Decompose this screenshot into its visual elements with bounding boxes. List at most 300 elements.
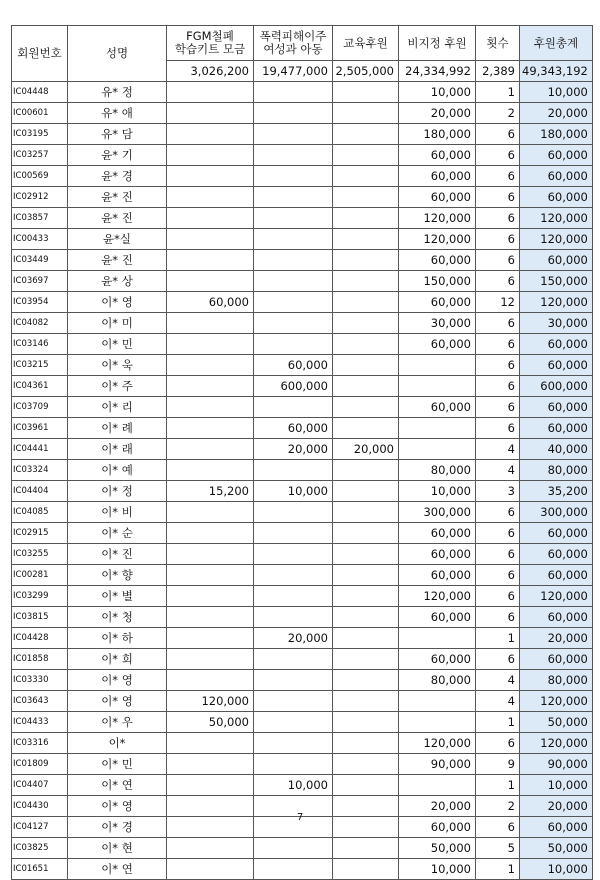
cell-member-id: IC01651	[12, 859, 68, 880]
cell-total: 90,000	[520, 754, 593, 775]
table-row	[12, 586, 593, 607]
cell-irregular: 60,000	[399, 187, 476, 208]
cell-name: 이* 하	[68, 628, 167, 649]
cell-total: 60,000	[520, 355, 593, 376]
cell-count: 6	[476, 271, 520, 292]
total-irregular: 24,334,992	[399, 61, 476, 82]
cell-violence	[254, 733, 333, 754]
cell-fgm	[167, 166, 254, 187]
total-violence: 19,477,000	[254, 61, 333, 82]
cell-member-id: IC00601	[12, 103, 68, 124]
cell-count: 6	[476, 250, 520, 271]
cell-fgm	[167, 418, 254, 439]
cell-total: 40,000	[520, 439, 593, 460]
cell-education	[333, 271, 399, 292]
cell-education	[333, 712, 399, 733]
cell-name: 이* 정	[68, 481, 167, 502]
cell-irregular: 60,000	[399, 334, 476, 355]
table-row	[12, 124, 593, 145]
table-row	[12, 376, 593, 397]
cell-member-id: IC04433	[12, 712, 68, 733]
cell-violence: 10,000	[254, 481, 333, 502]
cell-education	[333, 691, 399, 712]
cell-count: 4	[476, 670, 520, 691]
cell-total: 60,000	[520, 397, 593, 418]
cell-education	[333, 334, 399, 355]
cell-education	[333, 628, 399, 649]
cell-count: 6	[476, 208, 520, 229]
cell-count: 3	[476, 481, 520, 502]
cell-education	[333, 313, 399, 334]
cell-count: 6	[476, 229, 520, 250]
table-row	[12, 733, 593, 754]
cell-count: 6	[476, 334, 520, 355]
cell-irregular	[399, 376, 476, 397]
cell-irregular	[399, 691, 476, 712]
cell-education	[333, 124, 399, 145]
cell-fgm: 50,000	[167, 712, 254, 733]
cell-total: 10,000	[520, 859, 593, 880]
cell-irregular	[399, 712, 476, 733]
cell-education	[333, 670, 399, 691]
cell-member-id: IC02915	[12, 523, 68, 544]
cell-name: 이* 민	[68, 754, 167, 775]
cell-member-id: IC04441	[12, 439, 68, 460]
cell-irregular: 120,000	[399, 586, 476, 607]
cell-violence	[254, 691, 333, 712]
cell-member-id: IC00433	[12, 229, 68, 250]
cell-total: 60,000	[520, 334, 593, 355]
cell-total: 80,000	[520, 460, 593, 481]
table-row	[12, 460, 593, 481]
cell-total: 60,000	[520, 523, 593, 544]
cell-total: 20,000	[520, 796, 593, 817]
cell-fgm	[167, 439, 254, 460]
table-row	[12, 418, 593, 439]
cell-member-id: IC00281	[12, 565, 68, 586]
cell-total: 60,000	[520, 250, 593, 271]
cell-member-id: IC04127	[12, 817, 68, 838]
cell-count: 6	[476, 544, 520, 565]
cell-member-id: IC03330	[12, 670, 68, 691]
cell-fgm	[167, 586, 254, 607]
table-row	[12, 166, 593, 187]
table-row	[12, 208, 593, 229]
cell-violence	[254, 838, 333, 859]
cell-member-id: IC04361	[12, 376, 68, 397]
cell-total: 60,000	[520, 166, 593, 187]
cell-violence	[254, 649, 333, 670]
cell-violence	[254, 607, 333, 628]
cell-name: 이* 진	[68, 544, 167, 565]
cell-fgm	[167, 502, 254, 523]
cell-fgm	[167, 355, 254, 376]
cell-count: 6	[476, 817, 520, 838]
cell-name: 윤* 진	[68, 187, 167, 208]
cell-violence	[254, 670, 333, 691]
cell-member-id: IC03825	[12, 838, 68, 859]
cell-violence: 20,000	[254, 628, 333, 649]
cell-total: 60,000	[520, 544, 593, 565]
cell-violence	[254, 145, 333, 166]
table-row	[12, 397, 593, 418]
header-total: 후원총계	[520, 26, 593, 61]
cell-total: 180,000	[520, 124, 593, 145]
cell-irregular	[399, 775, 476, 796]
table-row	[12, 607, 593, 628]
cell-total: 10,000	[520, 775, 593, 796]
cell-name: 이* 향	[68, 565, 167, 586]
cell-name: 이* 연	[68, 859, 167, 880]
cell-violence	[254, 229, 333, 250]
cell-name: 이* 현	[68, 838, 167, 859]
cell-education	[333, 103, 399, 124]
cell-irregular	[399, 355, 476, 376]
cell-fgm	[167, 145, 254, 166]
cell-name: 윤* 경	[68, 166, 167, 187]
table-row	[12, 355, 593, 376]
cell-education	[333, 586, 399, 607]
cell-irregular: 180,000	[399, 124, 476, 145]
cell-irregular: 20,000	[399, 103, 476, 124]
cell-fgm	[167, 103, 254, 124]
cell-irregular: 120,000	[399, 208, 476, 229]
cell-member-id: IC03449	[12, 250, 68, 271]
cell-violence	[254, 397, 333, 418]
cell-count: 6	[476, 313, 520, 334]
cell-name: 이* 청	[68, 607, 167, 628]
cell-irregular: 60,000	[399, 292, 476, 313]
cell-member-id: IC03215	[12, 355, 68, 376]
cell-education	[333, 544, 399, 565]
cell-count: 6	[476, 607, 520, 628]
cell-member-id: IC03697	[12, 271, 68, 292]
cell-name: 이* 욱	[68, 355, 167, 376]
table-row	[12, 229, 593, 250]
cell-total: 20,000	[520, 628, 593, 649]
cell-member-id: IC04430	[12, 796, 68, 817]
cell-irregular: 60,000	[399, 523, 476, 544]
cell-violence	[254, 523, 333, 544]
cell-name: 이* 별	[68, 586, 167, 607]
cell-member-id: IC04407	[12, 775, 68, 796]
cell-violence	[254, 208, 333, 229]
cell-total: 60,000	[520, 817, 593, 838]
cell-name: 이* 영	[68, 691, 167, 712]
cell-irregular: 80,000	[399, 670, 476, 691]
cell-name: 이* 리	[68, 397, 167, 418]
cell-member-id: IC03815	[12, 607, 68, 628]
cell-education	[333, 502, 399, 523]
cell-name: 윤* 진	[68, 208, 167, 229]
cell-violence	[254, 271, 333, 292]
cell-fgm	[167, 775, 254, 796]
cell-member-id: IC03257	[12, 145, 68, 166]
cell-name: 윤* 기	[68, 145, 167, 166]
cell-name: 이* 례	[68, 418, 167, 439]
cell-count: 6	[476, 187, 520, 208]
cell-name: 이* 주	[68, 376, 167, 397]
cell-fgm	[167, 523, 254, 544]
cell-total: 20,000	[520, 103, 593, 124]
cell-irregular: 60,000	[399, 250, 476, 271]
cell-count: 6	[476, 733, 520, 754]
cell-irregular: 30,000	[399, 313, 476, 334]
cell-member-id: IC03954	[12, 292, 68, 313]
cell-count: 6	[476, 166, 520, 187]
cell-count: 6	[476, 502, 520, 523]
cell-irregular: 60,000	[399, 565, 476, 586]
header-violence	[254, 26, 333, 61]
table-row	[12, 187, 593, 208]
cell-count: 1	[476, 775, 520, 796]
cell-total: 120,000	[520, 229, 593, 250]
header-violence-line1: 폭력피해이주	[259, 29, 327, 43]
cell-education	[333, 649, 399, 670]
cell-total: 30,000	[520, 313, 593, 334]
cell-education	[333, 187, 399, 208]
cell-violence	[254, 334, 333, 355]
cell-education	[333, 460, 399, 481]
table-row	[12, 481, 593, 502]
cell-education	[333, 355, 399, 376]
cell-count: 12	[476, 292, 520, 313]
cell-name: 유* 애	[68, 103, 167, 124]
table-row	[12, 313, 593, 334]
cell-fgm	[167, 397, 254, 418]
cell-irregular: 80,000	[399, 460, 476, 481]
cell-education	[333, 418, 399, 439]
table-row	[12, 439, 593, 460]
total-count: 2,389	[476, 61, 520, 82]
cell-name: 이* 연	[68, 775, 167, 796]
cell-irregular: 90,000	[399, 754, 476, 775]
cell-fgm	[167, 649, 254, 670]
cell-member-id: IC01858	[12, 649, 68, 670]
cell-member-id: IC04085	[12, 502, 68, 523]
cell-count: 1	[476, 628, 520, 649]
cell-count: 6	[476, 523, 520, 544]
header-fgm-line2: 학습키트 모금	[174, 42, 246, 56]
cell-irregular: 50,000	[399, 838, 476, 859]
cell-total: 600,000	[520, 376, 593, 397]
cell-violence	[254, 502, 333, 523]
cell-member-id: IC03316	[12, 733, 68, 754]
cell-education	[333, 166, 399, 187]
table-row	[12, 859, 593, 880]
cell-total: 120,000	[520, 586, 593, 607]
cell-total: 60,000	[520, 649, 593, 670]
cell-fgm	[167, 754, 254, 775]
cell-violence	[254, 187, 333, 208]
cell-total: 50,000	[520, 838, 593, 859]
cell-member-id: IC03961	[12, 418, 68, 439]
cell-name: 이* 민	[68, 334, 167, 355]
cell-total: 60,000	[520, 187, 593, 208]
cell-education	[333, 523, 399, 544]
cell-irregular: 60,000	[399, 649, 476, 670]
cell-irregular: 150,000	[399, 271, 476, 292]
cell-name: 이* 영	[68, 292, 167, 313]
cell-education	[333, 775, 399, 796]
cell-irregular: 120,000	[399, 229, 476, 250]
cell-violence	[254, 859, 333, 880]
cell-violence	[254, 754, 333, 775]
donation-table	[11, 25, 593, 880]
table-row	[12, 271, 593, 292]
cell-fgm	[167, 376, 254, 397]
cell-total: 80,000	[520, 670, 593, 691]
cell-fgm	[167, 544, 254, 565]
cell-total: 10,000	[520, 82, 593, 103]
cell-irregular: 60,000	[399, 817, 476, 838]
cell-fgm	[167, 460, 254, 481]
cell-total: 60,000	[520, 418, 593, 439]
cell-count: 1	[476, 82, 520, 103]
cell-fgm: 60,000	[167, 292, 254, 313]
cell-count: 2	[476, 796, 520, 817]
cell-count: 9	[476, 754, 520, 775]
cell-fgm	[167, 733, 254, 754]
cell-fgm: 120,000	[167, 691, 254, 712]
table-row	[12, 145, 593, 166]
cell-education	[333, 733, 399, 754]
cell-violence: 10,000	[254, 775, 333, 796]
cell-name: 이*	[68, 733, 167, 754]
cell-fgm	[167, 208, 254, 229]
page-number: 7	[296, 812, 304, 823]
cell-irregular: 60,000	[399, 397, 476, 418]
cell-name: 이* 예	[68, 460, 167, 481]
cell-education: 20,000	[333, 439, 399, 460]
cell-education	[333, 82, 399, 103]
cell-violence: 60,000	[254, 355, 333, 376]
cell-count: 5	[476, 838, 520, 859]
cell-name: 이* 우	[68, 712, 167, 733]
cell-count: 6	[476, 565, 520, 586]
cell-count: 6	[476, 376, 520, 397]
table-body	[12, 82, 593, 880]
cell-fgm	[167, 670, 254, 691]
table-row	[12, 691, 593, 712]
header-name: 성명	[68, 26, 167, 82]
cell-member-id: IC03709	[12, 397, 68, 418]
cell-irregular: 10,000	[399, 859, 476, 880]
cell-member-id: IC02912	[12, 187, 68, 208]
header-fgm-line1: FGM철폐	[186, 29, 234, 43]
cell-name: 윤*실	[68, 229, 167, 250]
table-row	[12, 775, 593, 796]
cell-fgm	[167, 82, 254, 103]
cell-total: 60,000	[520, 565, 593, 586]
cell-name: 윤* 진	[68, 250, 167, 271]
cell-irregular: 10,000	[399, 481, 476, 502]
cell-violence	[254, 82, 333, 103]
cell-member-id: IC04082	[12, 313, 68, 334]
cell-total: 120,000	[520, 292, 593, 313]
cell-total: 50,000	[520, 712, 593, 733]
table-row	[12, 292, 593, 313]
table-row	[12, 838, 593, 859]
cell-member-id: IC04404	[12, 481, 68, 502]
cell-violence: 20,000	[254, 439, 333, 460]
cell-fgm	[167, 124, 254, 145]
cell-count: 4	[476, 439, 520, 460]
cell-violence	[254, 292, 333, 313]
header-count: 횟수	[476, 26, 520, 61]
cell-count: 6	[476, 397, 520, 418]
cell-total: 120,000	[520, 208, 593, 229]
cell-irregular: 120,000	[399, 733, 476, 754]
cell-member-id: IC00569	[12, 166, 68, 187]
cell-violence: 60,000	[254, 418, 333, 439]
cell-name: 이* 순	[68, 523, 167, 544]
cell-name: 이* 희	[68, 649, 167, 670]
cell-fgm	[167, 628, 254, 649]
total-education: 2,505,000	[333, 61, 399, 82]
cell-violence: 600,000	[254, 376, 333, 397]
header-irregular: 비지정 후원	[399, 26, 476, 61]
table-row	[12, 334, 593, 355]
cell-violence	[254, 460, 333, 481]
header-row	[12, 26, 593, 61]
cell-fgm	[167, 838, 254, 859]
cell-count: 6	[476, 586, 520, 607]
cell-fgm	[167, 313, 254, 334]
cell-name: 유* 정	[68, 82, 167, 103]
cell-member-id: IC03857	[12, 208, 68, 229]
cell-violence	[254, 544, 333, 565]
cell-education	[333, 208, 399, 229]
cell-fgm	[167, 229, 254, 250]
cell-irregular	[399, 418, 476, 439]
cell-member-id: IC03255	[12, 544, 68, 565]
cell-name: 유* 담	[68, 124, 167, 145]
cell-education	[333, 397, 399, 418]
cell-count: 6	[476, 124, 520, 145]
cell-total: 60,000	[520, 607, 593, 628]
cell-name: 이* 경	[68, 817, 167, 838]
cell-irregular	[399, 439, 476, 460]
table-row	[12, 544, 593, 565]
cell-education	[333, 250, 399, 271]
cell-member-id: IC04448	[12, 82, 68, 103]
cell-education	[333, 376, 399, 397]
cell-member-id: IC03299	[12, 586, 68, 607]
table-row	[12, 649, 593, 670]
cell-irregular: 60,000	[399, 166, 476, 187]
cell-total: 120,000	[520, 691, 593, 712]
cell-violence	[254, 250, 333, 271]
cell-fgm	[167, 250, 254, 271]
cell-name: 이* 래	[68, 439, 167, 460]
cell-education	[333, 859, 399, 880]
cell-violence	[254, 565, 333, 586]
header-fgm	[167, 26, 254, 61]
cell-count: 6	[476, 418, 520, 439]
total-sum: 49,343,192	[520, 61, 593, 82]
cell-count: 2	[476, 103, 520, 124]
cell-irregular: 300,000	[399, 502, 476, 523]
cell-name: 윤* 상	[68, 271, 167, 292]
cell-member-id: IC03324	[12, 460, 68, 481]
cell-violence	[254, 313, 333, 334]
cell-member-id: IC03643	[12, 691, 68, 712]
cell-name: 이* 영	[68, 670, 167, 691]
cell-irregular: 60,000	[399, 145, 476, 166]
cell-education	[333, 838, 399, 859]
cell-education	[333, 607, 399, 628]
